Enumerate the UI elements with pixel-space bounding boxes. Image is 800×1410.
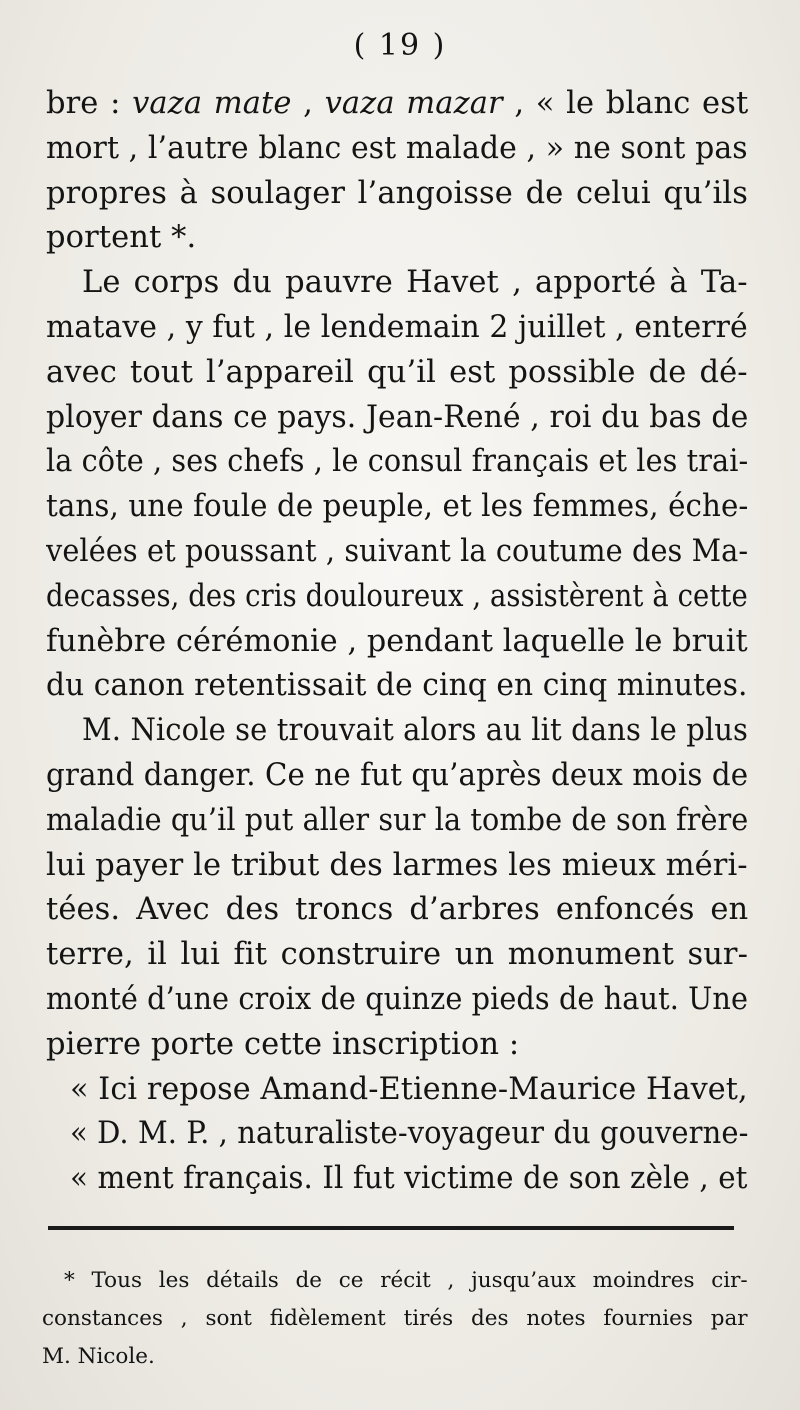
inscription-line [46, 1068, 748, 1113]
text-line [46, 754, 748, 799]
text-line [46, 127, 748, 172]
footnote-line: * Tous les détails de ce récit , jusqu’aux moindres cir- [64, 1268, 748, 1293]
body-text [46, 82, 748, 1202]
text-line [46, 306, 748, 351]
text-segment: decasses, des cris douloureux , assistèrent à cette [46, 578, 748, 614]
text-segment: , « le blanc est [502, 86, 748, 121]
italic-text: vaza mate [132, 86, 292, 121]
text-line [46, 620, 748, 665]
text-segment: portent *. [46, 220, 197, 256]
footnote [42, 1262, 748, 1376]
inscription-line [46, 1157, 748, 1202]
text-segment: tans, une foule de peuple, et les femmes, éche- [46, 489, 748, 525]
text-segment: ployer dans ce pays. Jean-René , roi du bas de [46, 399, 748, 435]
text-segment: monté d’une croix de quinze pieds de haut. Une [46, 981, 748, 1017]
text-line [46, 172, 748, 217]
text-line [46, 530, 748, 575]
text-segment: « Ici repose Amand-Etienne-Maurice Havet, [70, 1071, 748, 1107]
footnote-line: M. Nicole. [42, 1344, 155, 1369]
text-segment: terre, il lui fit construire un monument sur- [46, 937, 748, 973]
text-segment: la côte , ses chefs , le consul français et les trai- [46, 444, 748, 480]
text-line [46, 709, 748, 754]
text-segment: « D. M. P. , naturaliste-voyageur du gouverne- [70, 1116, 748, 1152]
text-line [46, 933, 748, 978]
page-number: ( 19 ) [353, 28, 447, 63]
text-line [46, 82, 748, 127]
text-line [46, 216, 748, 261]
text-line [46, 485, 748, 530]
text-segment: propres à soulager l’angoisse de celui qu’ils [46, 175, 748, 211]
text-segment: Le corps du pauvre Havet , apporté à Ta- [82, 265, 748, 301]
text-line [46, 440, 748, 485]
text-segment: lui payer le tribut des larmes les mieux méri- [46, 847, 748, 883]
text-segment: M. Nicole se trouvait alors au lit dans le plus [82, 713, 748, 749]
text-line [46, 261, 748, 306]
footnote-rule [48, 1226, 734, 1230]
italic-text: vaza mazar [324, 86, 503, 121]
text-segment: grand danger. Ce ne fut qu’après deux mois de [46, 757, 748, 793]
inscription-line [46, 1112, 748, 1157]
text-segment: tées. Avec des troncs d’arbres enfoncés en [46, 892, 748, 928]
text-segment: « ment français. Il fut victime de son zèle , et [70, 1161, 748, 1197]
text-line [46, 1023, 748, 1068]
text-line [46, 664, 748, 709]
text-line [46, 844, 748, 889]
text-segment: maladie qu’il put aller sur la tombe de son frère [46, 802, 748, 838]
text-line [46, 396, 748, 441]
text-segment: du canon retentissait de cinq en cinq minutes. [46, 668, 748, 704]
text-line [46, 888, 748, 933]
text-segment: pierre porte cette inscription : [46, 1026, 520, 1062]
text-segment: funèbre cérémonie , pendant laquelle le bruit [46, 623, 748, 659]
text-line [46, 575, 748, 620]
text-segment: avec tout l’appareil qu’il est possible de dé- [46, 354, 748, 390]
text-line [46, 351, 748, 396]
text-segment: velées et poussant , suivant la coutume des Ma- [46, 533, 748, 569]
text-line [46, 978, 748, 1023]
text-segment: matave , y fut , le lendemain 2 juillet , enterré [46, 309, 748, 345]
text-segment: mort , l’autre blanc est malade , » ne sont pas [46, 130, 748, 166]
text-segment: , [291, 86, 325, 121]
text-segment: bre : [46, 86, 133, 121]
footnote-line: constances , sont fidèlement tirés des notes fournies par [42, 1306, 748, 1331]
text-line [46, 799, 748, 844]
